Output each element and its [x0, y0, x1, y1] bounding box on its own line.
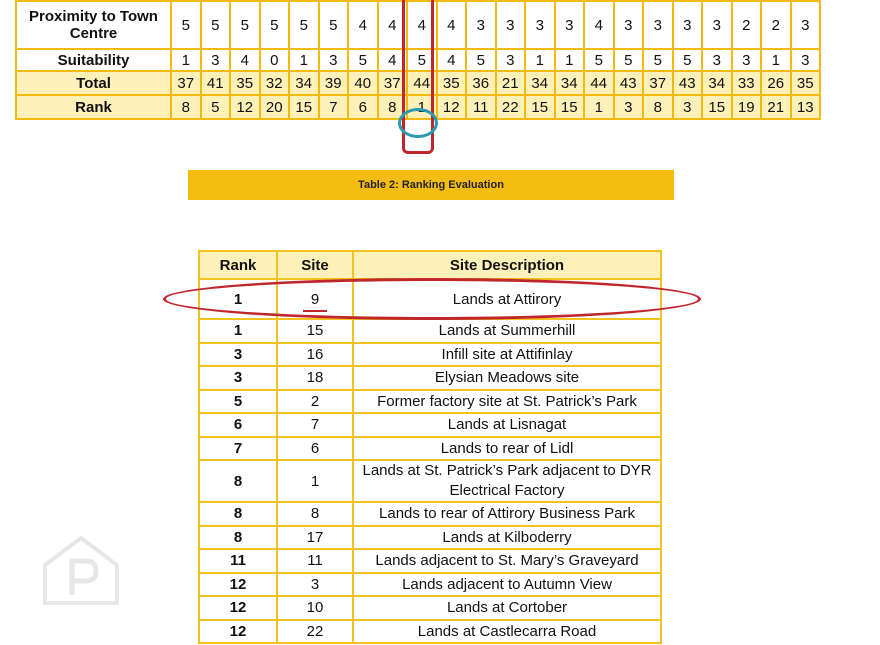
rank-cell: 8	[199, 502, 277, 526]
description-cell: Lands at Castlecarra Road	[353, 620, 661, 644]
table-row	[199, 573, 661, 597]
rank-cell: 12	[199, 596, 277, 620]
score-cell: 15	[702, 95, 732, 119]
score-cell: 4	[407, 1, 437, 49]
score-cell: 35	[230, 71, 260, 95]
score-cell: 5	[201, 95, 231, 119]
site-cell: 15	[277, 319, 353, 343]
score-cell: 5	[643, 49, 673, 71]
score-cell: 37	[171, 71, 201, 95]
score-cell: 44	[584, 71, 614, 95]
score-cell: 8	[643, 95, 673, 119]
score-cell: 40	[348, 71, 378, 95]
rank-cell: 12	[199, 573, 277, 597]
score-cell: 1	[555, 49, 585, 71]
ranking-header-row	[199, 251, 661, 279]
score-cell: 36	[466, 71, 496, 95]
score-cell: 1	[171, 49, 201, 71]
table-row	[199, 526, 661, 550]
score-cell: 3	[702, 1, 732, 49]
score-cell: 15	[555, 95, 585, 119]
score-cell: 1	[525, 49, 555, 71]
score-cell: 3	[466, 1, 496, 49]
score-cell: 4	[378, 49, 408, 71]
row-label: Rank	[16, 95, 171, 119]
table-row	[199, 413, 661, 437]
row-label: Proximity to Town Centre	[16, 1, 171, 49]
watermark-logo-icon	[42, 535, 120, 605]
rank-cell: 6	[199, 413, 277, 437]
score-cell: 12	[230, 95, 260, 119]
description-cell: Lands adjacent to Autumn View	[353, 573, 661, 597]
score-cell: 15	[289, 95, 319, 119]
score-cell: 3	[201, 49, 231, 71]
table-row	[199, 620, 661, 644]
rank-cell: 12	[199, 620, 277, 644]
score-cell: 3	[614, 1, 644, 49]
table-row	[199, 502, 661, 526]
description-cell: Lands to rear of Lidl	[353, 437, 661, 461]
rank-cell: 3	[199, 366, 277, 390]
score-cell: 3	[525, 1, 555, 49]
score-cell: 44	[407, 71, 437, 95]
score-cell: 8	[378, 95, 408, 119]
rank-cell: 7	[199, 437, 277, 461]
score-cell: 37	[643, 71, 673, 95]
score-cell: 5	[407, 49, 437, 71]
score-cell: 19	[732, 95, 762, 119]
rank-cell: 11	[199, 549, 277, 573]
score-cell: 34	[525, 71, 555, 95]
description-cell: Lands adjacent to St. Mary’s Graveyard	[353, 549, 661, 573]
site-cell: 22	[277, 620, 353, 644]
description-cell: Infill site at Attifinlay	[353, 343, 661, 367]
rank-circle-marker	[398, 108, 438, 138]
site-cell: 8	[277, 502, 353, 526]
table-row	[199, 343, 661, 367]
score-cell: 5	[260, 1, 290, 49]
site-cell: 6	[277, 437, 353, 461]
score-cell: 5	[614, 49, 644, 71]
first-row-highlight-ellipse	[163, 278, 701, 320]
score-cell: 1	[289, 49, 319, 71]
description-cell: Elysian Meadows site	[353, 366, 661, 390]
score-cell: 2	[732, 1, 762, 49]
score-cell: 4	[584, 1, 614, 49]
score-cell: 3	[319, 49, 349, 71]
site-cell: 2	[277, 390, 353, 414]
score-cell: 1	[407, 95, 437, 119]
score-cell: 3	[791, 49, 821, 71]
description-cell: Lands at Lisnagat	[353, 413, 661, 437]
description-cell: Lands at St. Patrick’s Park adjacent to DYR Electrical Factory	[353, 460, 661, 502]
score-cell: 3	[702, 49, 732, 71]
table-row	[199, 319, 661, 343]
rank-cell: 5	[199, 390, 277, 414]
score-cell: 7	[319, 95, 349, 119]
rank-cell: 8	[199, 460, 277, 502]
score-cell: 39	[319, 71, 349, 95]
score-cell: 0	[260, 49, 290, 71]
score-cell: 1	[761, 49, 791, 71]
score-cell: 5	[319, 1, 349, 49]
rank-cell: 1	[199, 319, 277, 343]
score-cell: 4	[437, 49, 467, 71]
score-cell: 32	[260, 71, 290, 95]
row-label: Suitability	[16, 49, 171, 71]
score-cell: 5	[466, 49, 496, 71]
score-cell: 5	[201, 1, 231, 49]
score-cell: 37	[378, 71, 408, 95]
score-cell: 43	[673, 71, 703, 95]
score-cell: 33	[732, 71, 762, 95]
site-number: 9	[303, 291, 327, 312]
description-cell: Lands at Summerhill	[353, 319, 661, 343]
description-header: Site Description	[353, 251, 661, 279]
score-cell: 3	[555, 1, 585, 49]
score-cell: 21	[761, 95, 791, 119]
score-cell: 5	[230, 1, 260, 49]
score-cell: 8	[171, 95, 201, 119]
site-cell: 1	[277, 460, 353, 502]
table-row	[199, 390, 661, 414]
score-cell: 11	[466, 95, 496, 119]
description-cell: Lands to rear of Attirory Business Park	[353, 502, 661, 526]
score-cell: 35	[437, 71, 467, 95]
score-cell: 3	[673, 1, 703, 49]
score-cell: 3	[614, 95, 644, 119]
description-cell: Former factory site at St. Patrick’s Park	[353, 390, 661, 414]
description-cell: Lands at Kilboderry	[353, 526, 661, 550]
score-cell: 34	[555, 71, 585, 95]
description-cell: Lands at Attirory	[353, 279, 661, 319]
score-cell: 3	[496, 1, 526, 49]
score-cell: 5	[673, 49, 703, 71]
score-cell: 20	[260, 95, 290, 119]
score-cell: 4	[437, 1, 467, 49]
description-cell: Lands at Cortober	[353, 596, 661, 620]
score-cell: 22	[496, 95, 526, 119]
score-cell: 2	[761, 1, 791, 49]
score-cell: 26	[761, 71, 791, 95]
score-cell: 41	[201, 71, 231, 95]
score-cell: 5	[584, 49, 614, 71]
score-cell: 3	[791, 1, 821, 49]
site-cell: 7	[277, 413, 353, 437]
score-cell: 43	[614, 71, 644, 95]
score-cell: 5	[171, 1, 201, 49]
row-label: Total	[16, 71, 171, 95]
score-cell: 21	[496, 71, 526, 95]
rank-header: Rank	[199, 251, 277, 279]
site-cell: 3	[277, 573, 353, 597]
score-cell: 15	[525, 95, 555, 119]
score-cell: 4	[378, 1, 408, 49]
score-cell: 5	[348, 49, 378, 71]
table-row	[199, 366, 661, 390]
table-row	[199, 460, 661, 502]
score-cell: 3	[496, 49, 526, 71]
site-header: Site	[277, 251, 353, 279]
score-cell: 3	[673, 95, 703, 119]
table-row	[199, 549, 661, 573]
table-row	[199, 437, 661, 461]
score-cell: 1	[584, 95, 614, 119]
site-cell: 10	[277, 596, 353, 620]
site-cell: 18	[277, 366, 353, 390]
site-cell: 11	[277, 549, 353, 573]
score-cell: 12	[437, 95, 467, 119]
score-cell: 6	[348, 95, 378, 119]
table-caption: Table 2: Ranking Evaluation	[188, 170, 674, 200]
score-cell: 5	[289, 1, 319, 49]
score-cell: 35	[791, 71, 821, 95]
site-cell: 17	[277, 526, 353, 550]
score-cell: 4	[230, 49, 260, 71]
score-cell: 3	[732, 49, 762, 71]
table-row	[199, 596, 661, 620]
rank-cell: 1	[199, 279, 277, 319]
rank-cell: 8	[199, 526, 277, 550]
score-cell: 4	[348, 1, 378, 49]
rank-cell: 3	[199, 343, 277, 367]
site-cell: 16	[277, 343, 353, 367]
score-cell: 34	[702, 71, 732, 95]
score-cell: 3	[643, 1, 673, 49]
score-cell: 13	[791, 95, 821, 119]
score-cell: 34	[289, 71, 319, 95]
